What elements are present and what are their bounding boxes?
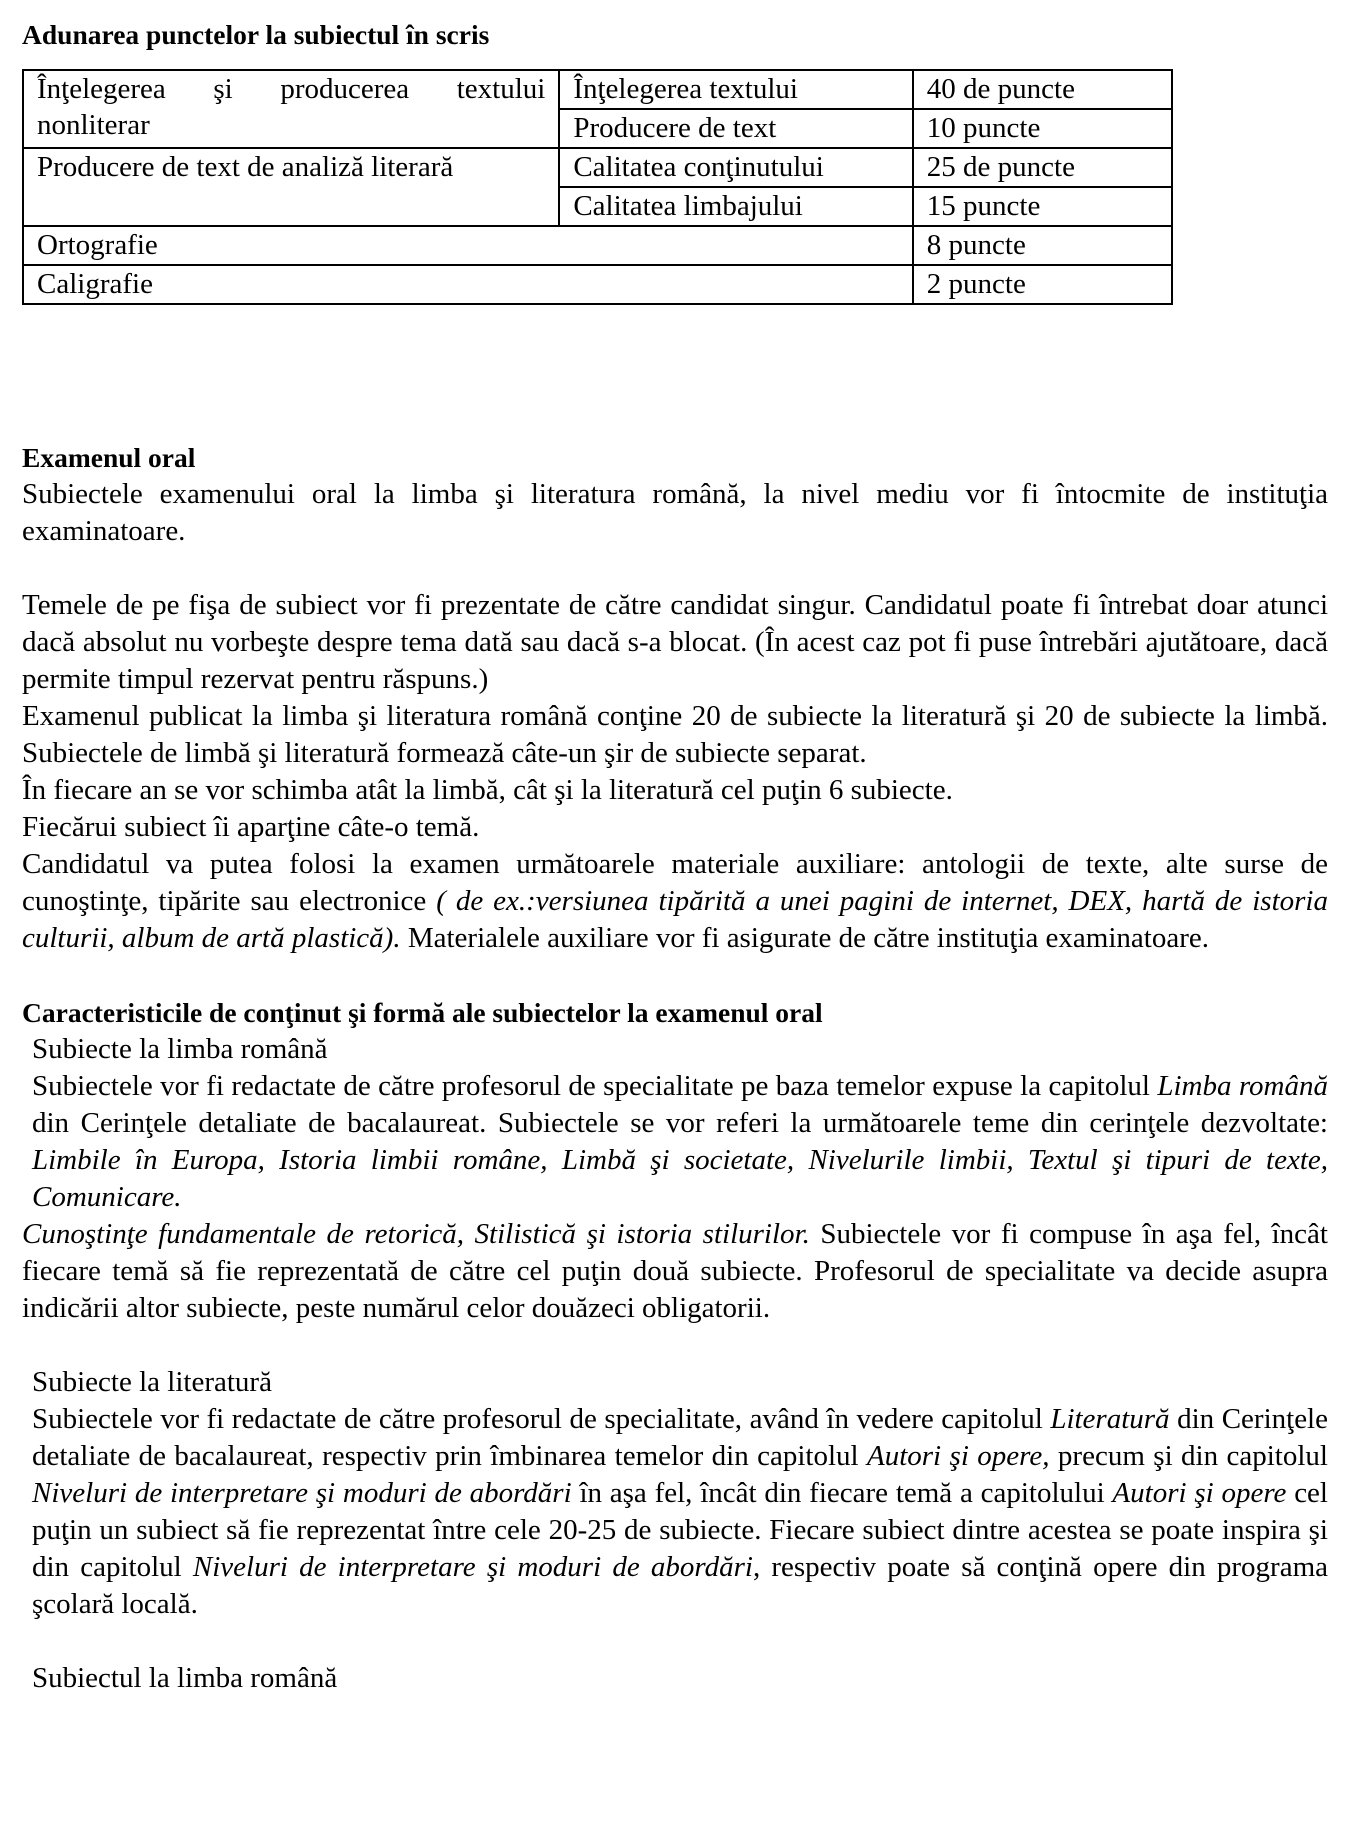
paragraph: Cunoştinţe fundamentale de retorică, Stilistică şi istoria stilurilor. Subiectele vor fi compuse în aşa fel, încât fiecare temă să fie reprezentată de către cel puţin două subiecte. Profesorul de specialitate va decide asupra indicării altor subiecte, peste numărul celor douăzeci obligatorii. [22,1218,1328,1324]
paragraph: În fiecare an se vor schimba atât la limbă, cât şi la literatură cel puţin 6 subiecte. [22,774,953,806]
paragraph: Subiectele vor fi redactate de către profesorul de specialitate, având în vedere capitolul Literatură din Cerinţele detaliate de bacalaureat, respectiv prin îmbinarea temelor din capitolul Autori şi opere, precum şi din capitolul Niveluri de interpretare şi moduri de abordări în aşa fel, încât din fiecare temă a capitolului Autori şi opere cel puţin un subiect să fie reprezentat între cele 20-25 de subiecte. Fiecare subiect dintre acestea se poate inspira şi din capitolul Niveluri de interpretare şi moduri de abordări, respectiv poate să conţină opere din programa şcolară locală. [32,1403,1329,1620]
table-cell: Calitatea limbajului [559,187,912,226]
table-cell: 2 puncte [913,265,1172,304]
paragraph: Temele de pe fişa de subiect vor fi prezentate de către candidat singur. Candidatul poate fi întrebat doar atunci dacă absolut nu vorbeşte despre tema dată sau dacă s-a blocat. (În acest caz pot fi puse întrebări ajutătoare, dacă permite timpul rezervat pentru răspuns.) [22,589,1328,695]
table-row [23,265,1172,304]
table-cell: Caligrafie [23,265,913,304]
table-row [23,148,1172,187]
paragraph: Fiecărui subiect îi aparţine câte-o temă. [22,811,480,843]
section-title-characteristics: Caracteristicile de conţinut şi formă ale subiectelor la examenul oral [22,997,823,1028]
table-cell: 25 de puncte [913,148,1172,187]
table-cell: 10 puncte [913,109,1172,148]
document-page [22,16,1328,1697]
section-title-oral: Examenul oral [22,442,196,473]
table-cell: Înţelegerea textului [559,70,912,109]
spacer [22,305,1328,439]
table-row [23,70,1172,109]
table-cell: 8 puncte [913,226,1172,265]
table-cell: 40 de puncte [913,70,1172,109]
subheading: Subiecte la limba română [32,1033,328,1065]
table-row [23,226,1172,265]
table-cell: Producere de text [559,109,912,148]
table-cell [23,70,559,148]
paragraph: Examenul publicat la limba şi literatura română conţine 20 de subiecte la literatură şi 20 de subiecte la limbă. Subiectele de limbă şi literatură formează câte-un şir de subiecte separat. [22,700,1328,769]
table-cell: Producere de text de analiză literară [23,148,559,226]
table-cell: Ortografie [23,226,913,265]
paragraph: Subiectele vor fi redactate de către profesorul de specialitate pe baza temelor expuse la capitolul Limba română din Cerinţele detaliate de bacalaureat. Subiectele se vor referi la următoarele teme din cerinţele dezvoltate: Limbile în Europa, Istoria limbii române, Limbă şi societate, Nivelurile limbii, Textul şi tipuri de texte, Comunicare. [32,1070,1328,1213]
paragraph: Candidatul va putea folosi la examen următoarele materiale auxiliare: antologii de texte, alte surse de cunoştinţe, tipărite sau electronice ( de ex.:versiunea tipărită a unei pagini de internet, DEX, hartă de istoria culturii, album de artă plastică). Materialele auxiliare vor fi asigurate de către instituţia examinatoare. [22,848,1328,954]
subheading: Subiectul la limba română [32,1662,338,1694]
table-cell: Calitatea conţinutului [559,148,912,187]
table-cell-text: nonliterar [37,109,150,141]
score-table [22,69,1173,305]
section-title-written-score: Adunarea punctelor la subiectul în scris [22,19,490,50]
table-cell-text: Înţelegerea şi producerea textului [37,73,546,105]
subheading: Subiecte la literatură [32,1366,272,1398]
paragraph: Subiectele examenului oral la limba şi literatura română, la nivel mediu vor fi întocmite de instituţia examinatoare. [22,478,1328,547]
table-cell: 15 puncte [913,187,1172,226]
